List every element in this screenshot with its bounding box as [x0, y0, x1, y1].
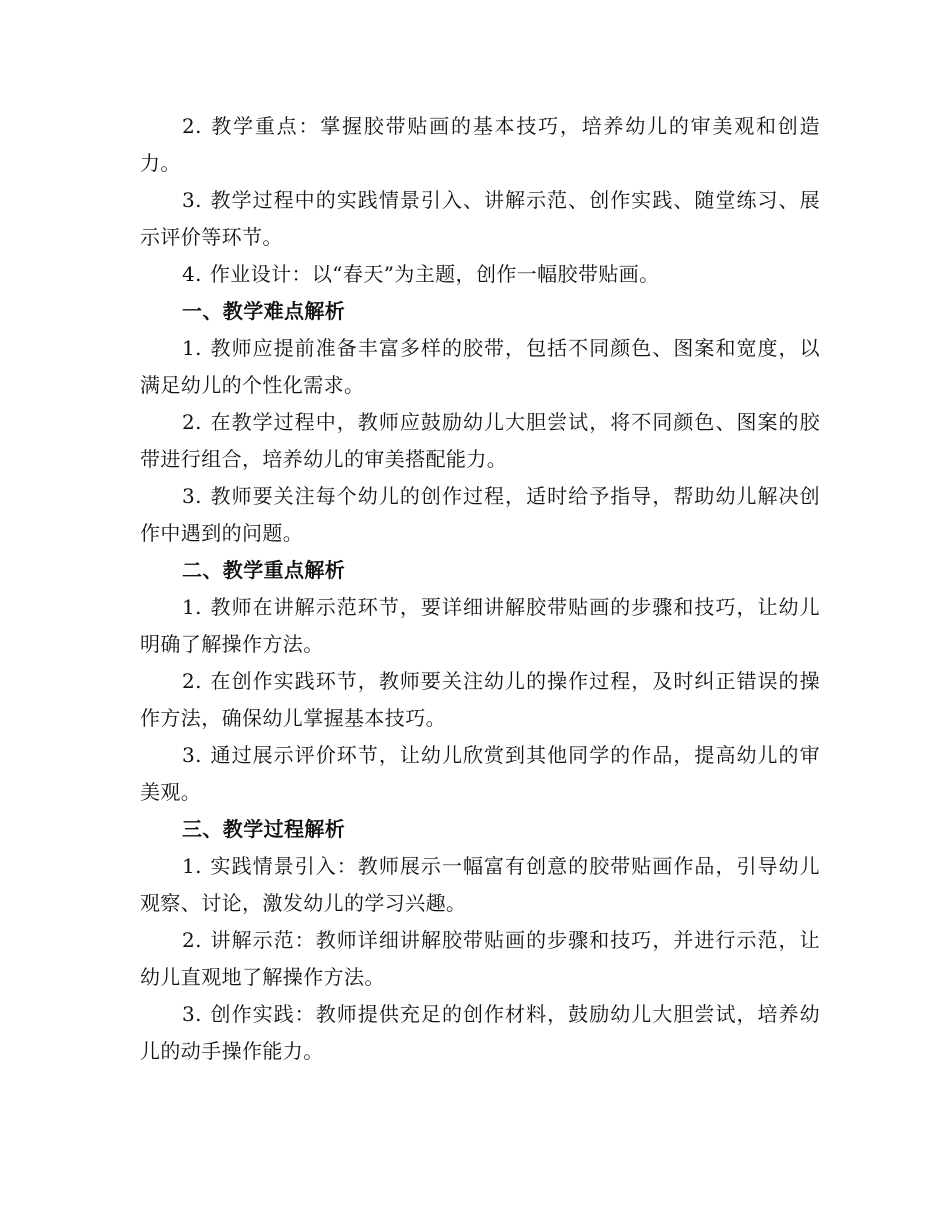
section-heading-process: 三、教学过程解析 [182, 817, 346, 841]
item-number: 2. [182, 928, 202, 952]
point-4-homework-design [140, 256, 820, 293]
section-heading-difficulties: 一、教学难点解析 [182, 299, 346, 323]
key-point-item-3 [140, 737, 820, 811]
item-text: 教学重点：掌握胶带贴画的基本技巧，培养幼儿的审美观和创造力。 [140, 114, 820, 175]
item-number: 3. [182, 743, 202, 767]
item-text: 实践情景引入：教师展示一幅富有创意的胶带贴画作品，引导幼儿观察、讨论，激发幼儿的学习兴趣。 [140, 854, 820, 915]
item-text: 在创作实践环节，教师要关注幼儿的操作过程，及时纠正错误的操作方法，确保幼儿掌握基本技巧。 [140, 669, 820, 730]
item-number: 1. [182, 595, 202, 619]
difficulty-item-3 [140, 478, 820, 552]
item-text: 教师在讲解示范环节，要详细讲解胶带贴画的步骤和技巧，让幼儿明确了解操作方法。 [140, 595, 820, 656]
item-text: 讲解示范：教师详细讲解胶带贴画的步骤和技巧，并进行示范，让幼儿直观地了解操作方法。 [140, 928, 820, 989]
item-text: 教学过程中的实践情景引入、讲解示范、创作实践、随堂练习、展示评价等环节。 [140, 188, 820, 249]
item-text: 通过展示评价环节，让幼儿欣赏到其他同学的作品，提高幼儿的审美观。 [140, 743, 820, 804]
difficulty-item-2 [140, 404, 820, 478]
item-number: 4. [182, 262, 202, 286]
item-text: 教师要关注每个幼儿的创作过程，适时给予指导，帮助幼儿解决创作中遇到的问题。 [140, 484, 820, 545]
section-heading-key-points: 二、教学重点解析 [182, 558, 346, 582]
item-text: 创作实践：教师提供充足的创作材料，鼓励幼儿大胆尝试，培养幼儿的动手操作能力。 [140, 1002, 820, 1063]
item-number: 3. [182, 484, 202, 508]
item-number: 2. [182, 114, 202, 138]
process-item-3 [140, 996, 820, 1070]
process-item-1 [140, 848, 820, 922]
process-item-2 [140, 922, 820, 996]
point-2-teaching-focus [140, 108, 820, 182]
item-number: 3. [182, 1002, 202, 1026]
item-number: 2. [182, 410, 202, 434]
document-body [140, 108, 820, 1070]
point-3-teaching-process [140, 182, 820, 256]
item-text: 作业设计：以“春天”为主题，创作一幅胶带贴画。 [209, 262, 660, 286]
difficulty-item-1 [140, 330, 820, 404]
item-number: 1. [182, 336, 202, 360]
key-point-item-2 [140, 663, 820, 737]
item-number: 1. [182, 854, 202, 878]
item-text: 在教学过程中，教师应鼓励幼儿大胆尝试，将不同颜色、图案的胶带进行组合，培养幼儿的审美搭配能力。 [140, 410, 820, 471]
item-number: 3. [182, 188, 202, 212]
key-point-item-1 [140, 589, 820, 663]
item-text: 教师应提前准备丰富多样的胶带，包括不同颜色、图案和宽度，以满足幼儿的个性化需求。 [140, 336, 820, 397]
item-number: 2. [182, 669, 202, 693]
